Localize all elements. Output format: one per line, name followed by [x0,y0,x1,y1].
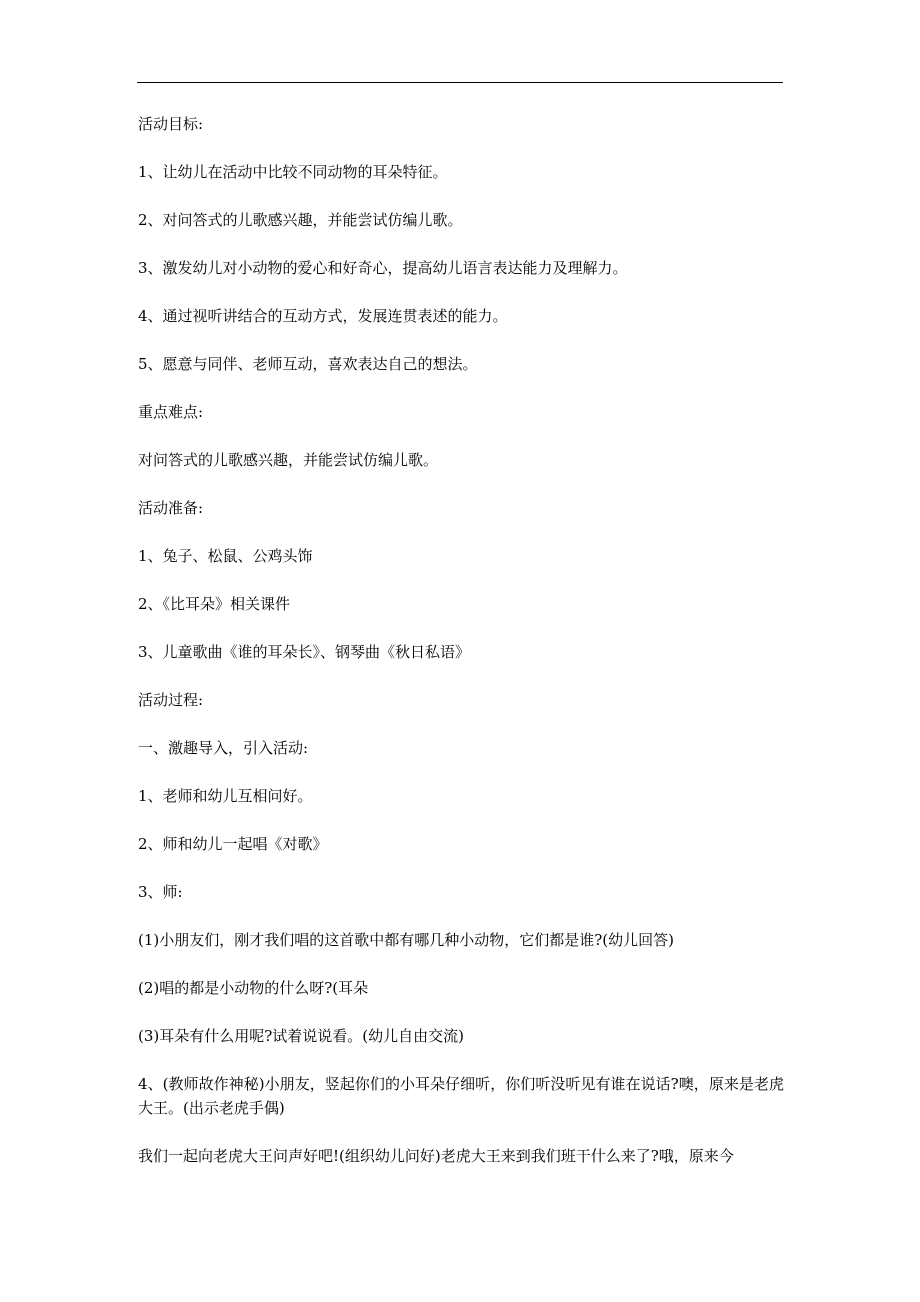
goal-item-5: 5、愿意与同伴、老师互动，喜欢表达自己的想法。 [138,355,478,373]
goal-item-4: 4、通过视听讲结合的互动方式，发展连贯表述的能力。 [138,307,508,325]
process-item-4: 4、(教师故作神秘)小朋友，竖起你们的小耳朵仔细听，你们听没听见有谁在说话?噢，原来是老虎大王。(出示老虎手偶) [138,1075,784,1117]
goal-item-3: 3、激发幼儿对小动物的爱心和好奇心，提高幼儿语言表达能力及理解力。 [138,259,628,277]
header-rule [137,82,783,83]
process-item-2: 2、师和幼儿一起唱《对歌》 [138,835,328,853]
section-heading-key-points: 重点难点: [138,403,204,421]
goal-item-1: 1、让幼儿在活动中比较不同动物的耳朵特征。 [138,163,448,181]
document-body [138,112,784,1192]
section-heading-preparation: 活动准备: [138,499,204,517]
process-item-1: 1、老师和幼儿互相问好。 [138,787,313,805]
section-heading-goals: 活动目标: [138,115,204,133]
process-item-3: 3、师: [138,883,183,901]
section-heading-process: 活动过程: [138,691,204,709]
preparation-item-3: 3、儿童歌曲《谁的耳朵长》、钢琴曲《秋日私语》 [138,643,471,661]
process-continuation-line: 我们一起向老虎大王问声好吧!(组织幼儿问好)老虎大王来到我们班干什么来了?哦，原来今 [138,1147,734,1165]
preparation-item-2: 2、《比耳朵》相关课件 [138,595,291,613]
process-subitem-1: (1)小朋友们，刚才我们唱的这首歌中都有哪几种小动物，它们都是谁?(幼儿回答) [138,931,674,949]
key-point-text: 对问答式的儿歌感兴趣，并能尝试仿编儿歌。 [138,451,439,469]
process-step-1-heading: 一、激趣导入，引入活动: [138,739,309,757]
process-subitem-3: (3)耳朵有什么用呢?试着说说看。(幼儿自由交流) [138,1027,464,1045]
goal-item-2: 2、对问答式的儿歌感兴趣，并能尝试仿编儿歌。 [138,211,463,229]
process-subitem-2: (2)唱的都是小动物的什么呀?(耳朵 [138,979,369,997]
preparation-item-1: 1、兔子、松鼠、公鸡头饰 [138,547,313,565]
